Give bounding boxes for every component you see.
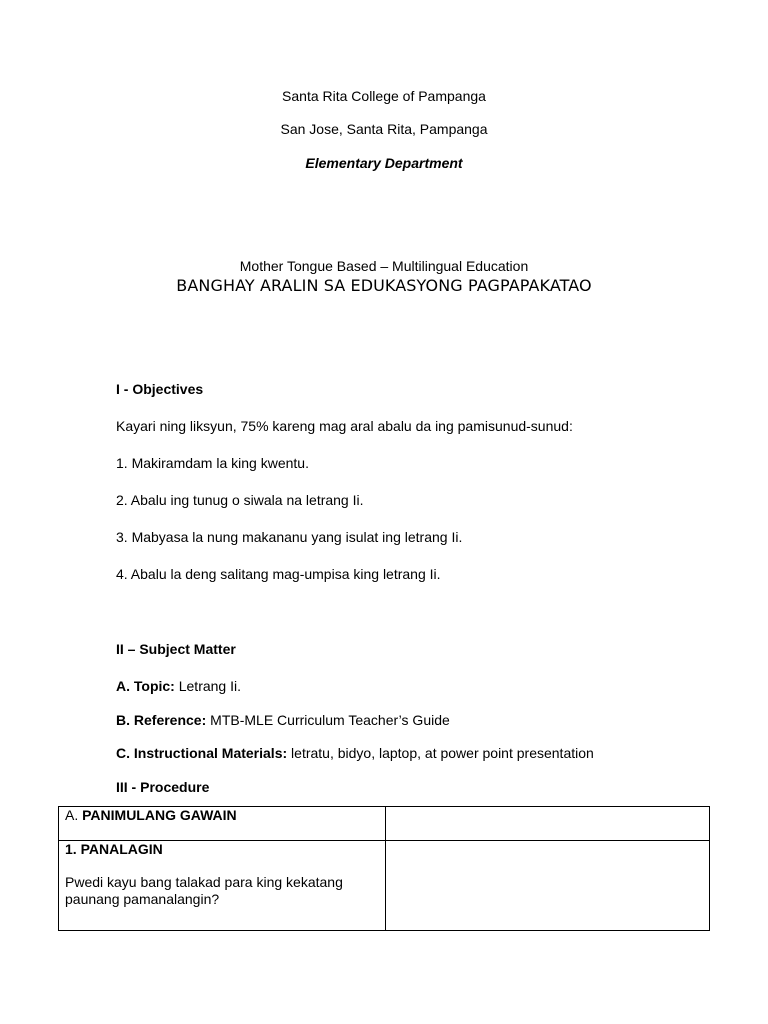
reference-label: B. Reference:: [116, 712, 207, 728]
table-cell: [59, 807, 386, 841]
procedure-heading: III - Procedure: [116, 779, 210, 795]
objectives-intro: Kayari ning liksyun, 75% kareng mag aral abalu da ing pamisunud-sunud:: [116, 418, 573, 434]
objective-item: 4. Abalu la deng salitang mag-umpisa king letrang Ii.: [116, 566, 441, 582]
table-row: [59, 841, 710, 931]
materials-value: letratu, bidyo, laptop, at power point presentation: [287, 745, 594, 761]
objectives-heading: I - Objectives: [116, 381, 204, 397]
topic-value: Letrang Ii.: [174, 678, 241, 694]
school-address: San Jose, Santa Rita, Pampanga: [280, 121, 488, 137]
program-title: Mother Tongue Based – Multilingual Education: [239, 258, 529, 274]
table-cell: [59, 841, 386, 931]
topic-line: [116, 678, 241, 694]
prayer-heading: 1. PANALAGIN: [65, 841, 163, 857]
table-row: [59, 807, 710, 841]
prayer-text: Pwedi kayu bang talakad para king kekatang paunang pamanalangin?: [65, 874, 343, 907]
school-name: Santa Rita College of Pampanga: [282, 88, 486, 104]
reference-value: MTB-MLE Curriculum Teacher’s Guide: [206, 712, 450, 728]
section-prefix: A.: [65, 807, 83, 823]
table-cell-empty: [386, 807, 710, 841]
materials-line: [116, 745, 594, 761]
objective-item: 1. Makiramdam la king kwentu.: [116, 455, 309, 471]
objective-item: 2. Abalu ing tunug o siwala na letrang Ii.: [116, 492, 364, 508]
reference-line: [116, 712, 450, 728]
department-title: Elementary Department: [305, 155, 463, 171]
topic-label: A. Topic:: [116, 678, 175, 694]
procedure-table: [58, 806, 710, 931]
subject-matter-heading: II – Subject Matter: [116, 641, 236, 657]
objective-item: 3. Mabyasa la nung makananu yang isulat ing letrang Ii.: [116, 529, 463, 545]
section-label: PANIMULANG GAWAIN: [82, 807, 237, 823]
lesson-plan-title: BANGHAY ARALIN SA EDUKASYONG PAGPAPAKATAO: [176, 276, 592, 295]
table-cell-empty: [386, 841, 710, 931]
materials-label: C. Instructional Materials:: [116, 745, 288, 761]
